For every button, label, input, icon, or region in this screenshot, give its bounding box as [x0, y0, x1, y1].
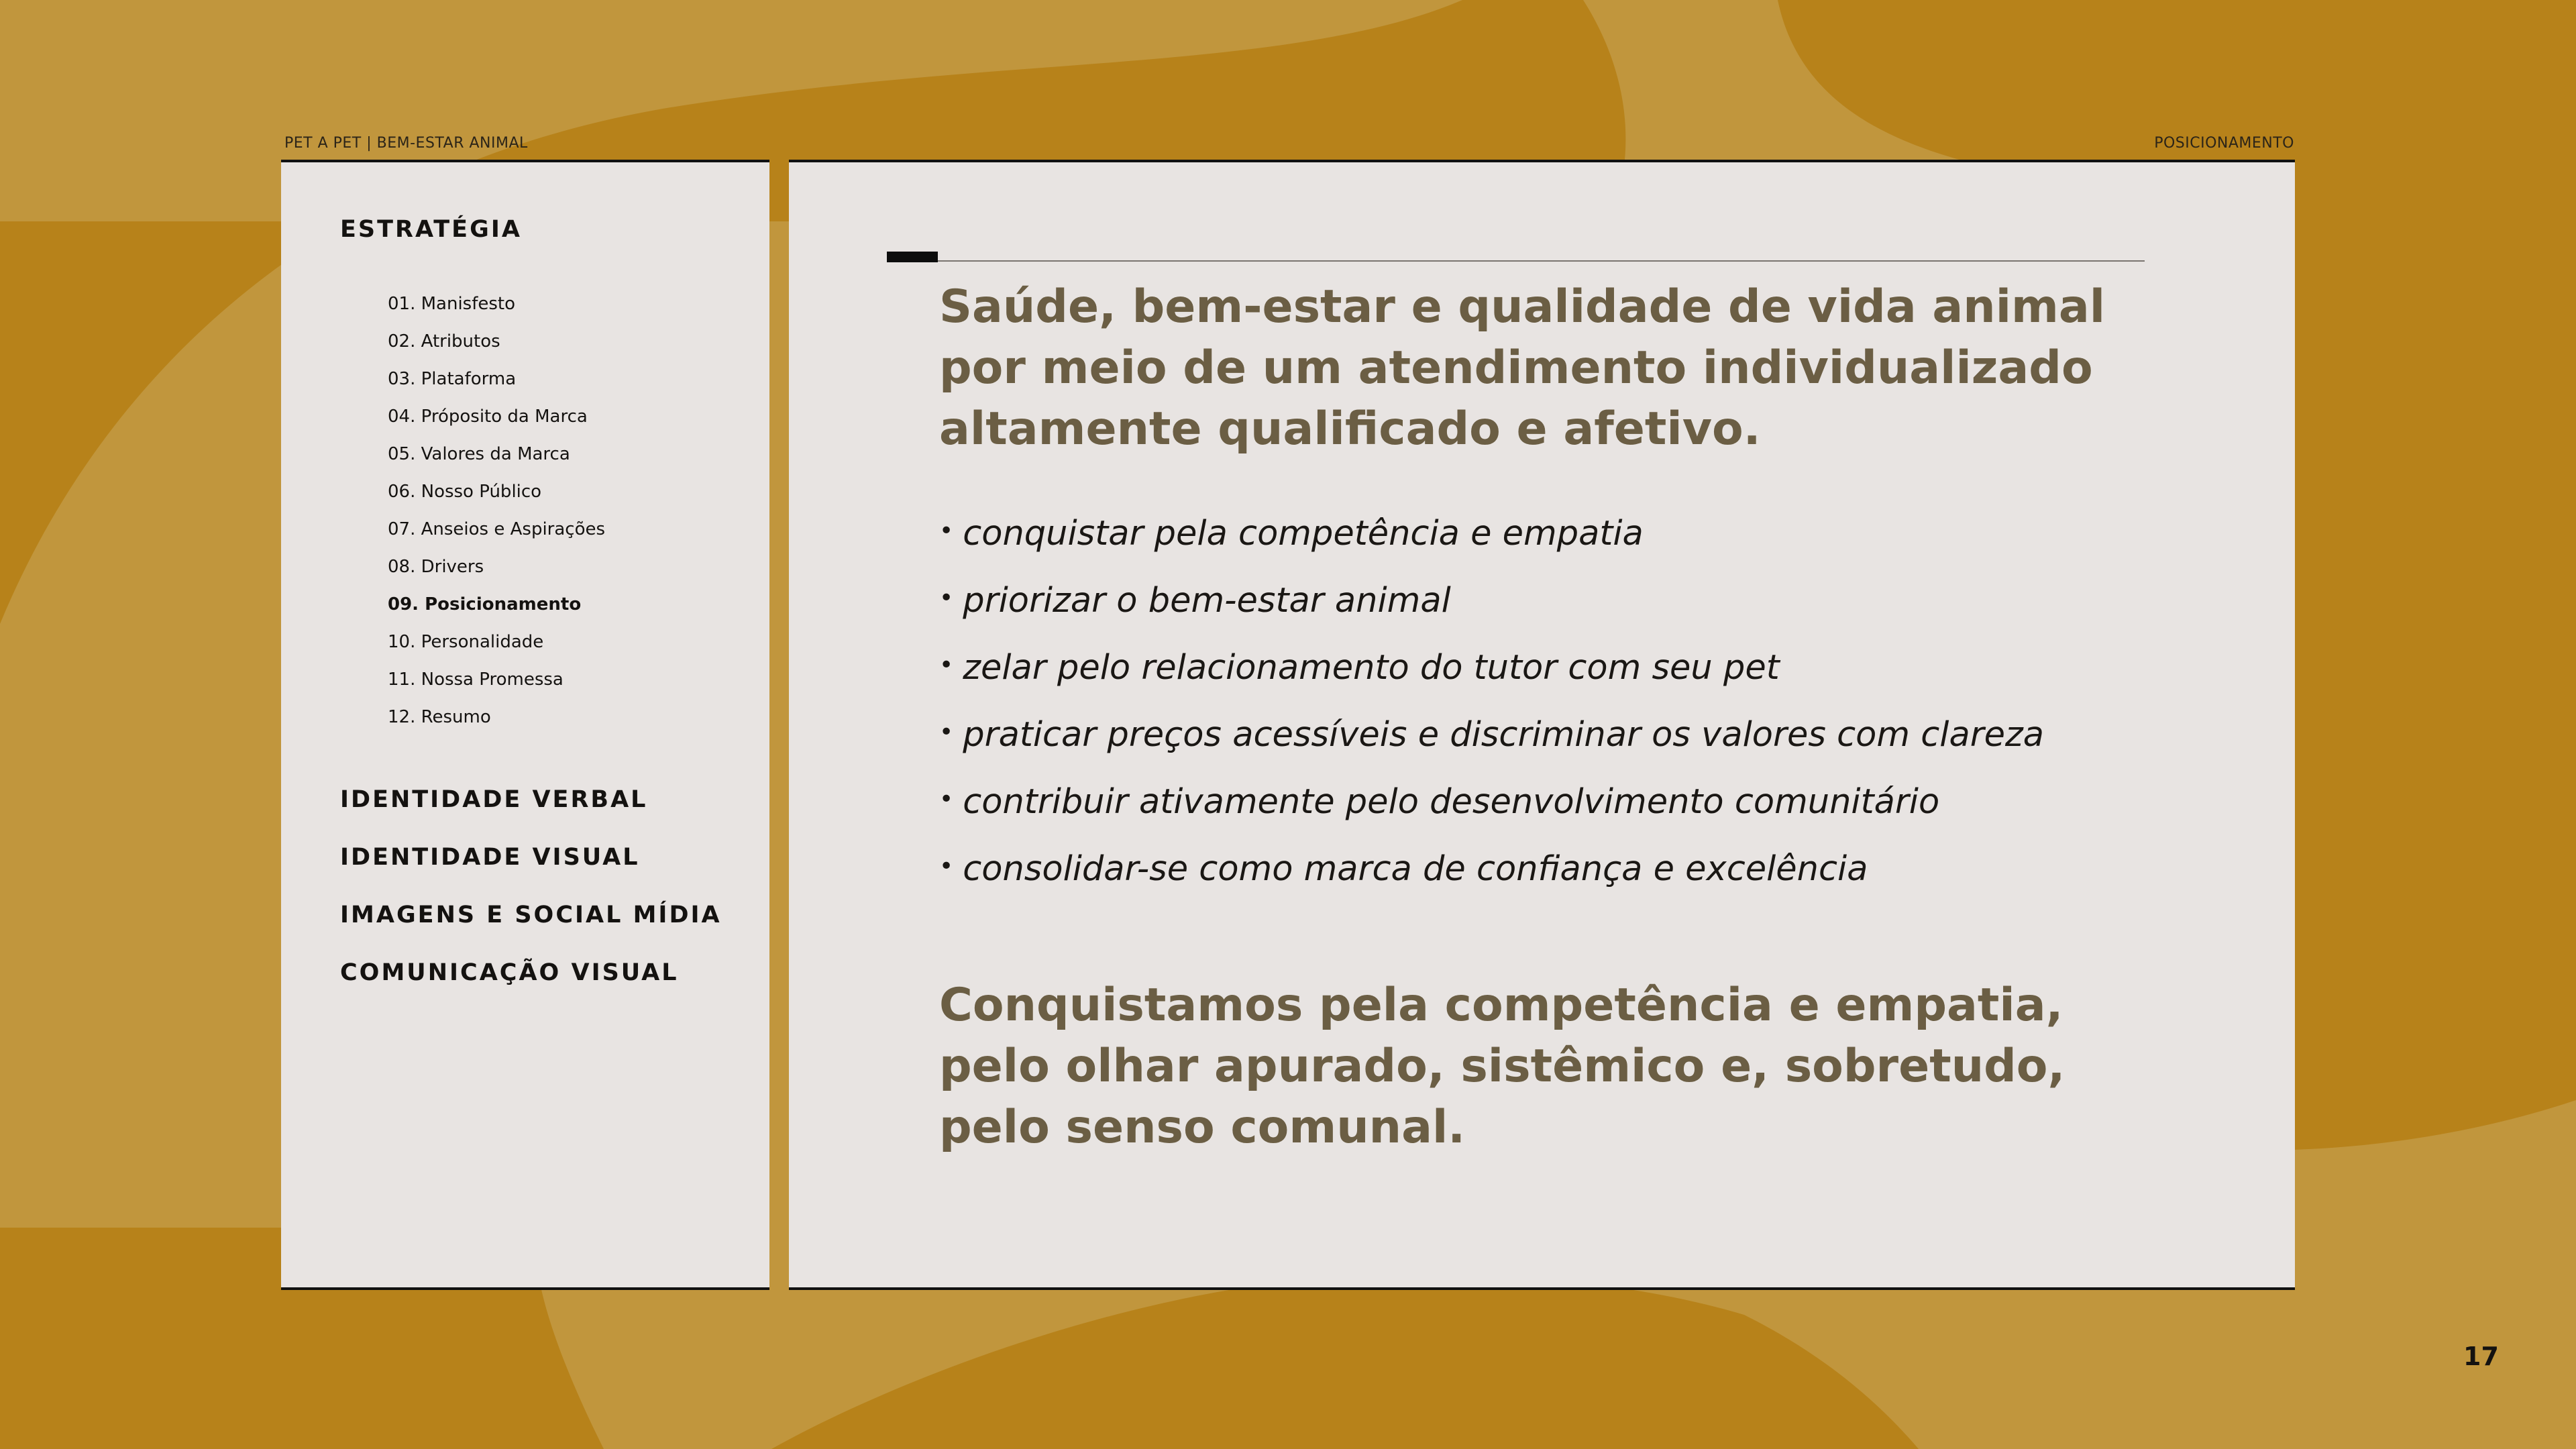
sidebar-item[interactable]: 01. Manisfesto	[388, 294, 516, 314]
positioning-headline	[939, 276, 2147, 460]
positioning-closing-statement	[939, 975, 2147, 1158]
accent-rule	[887, 260, 2145, 262]
bullet-text: priorizar o bem-estar animal	[963, 581, 1451, 621]
page-number: 17	[2463, 1342, 2499, 1371]
bullet-text: conquistar pela competência e empatia	[963, 514, 1644, 553]
headline-line: pelo senso comunal.	[939, 1101, 1466, 1154]
sidebar-item[interactable]: 02. Atributos	[388, 331, 500, 352]
sidebar-item[interactable]: 12. Resumo	[388, 707, 491, 727]
bullet-text: consolidar-se como marca de confiança e excelência	[963, 849, 1868, 889]
bullet-dot-icon: •	[939, 853, 954, 880]
nav-section-identidade-visual[interactable]: IDENTIDADE VISUAL	[340, 844, 640, 871]
headline-line: Conquistamos pela competência e empatia,	[939, 979, 2063, 1032]
sidebar-item[interactable]: 06. Nosso Público	[388, 482, 542, 502]
bullet-dot-icon: •	[939, 517, 954, 545]
bullet-dot-icon: •	[939, 718, 954, 746]
list-item	[939, 513, 2044, 580]
content-panel	[789, 160, 2295, 1290]
nav-section-identidade-verbal[interactable]: IDENTIDADE VERBAL	[340, 786, 648, 813]
bullet-dot-icon: •	[939, 786, 954, 813]
bullet-text: zelar pelo relacionamento do tutor com seu pet	[963, 648, 1780, 688]
list-item	[939, 781, 2044, 848]
sidebar-item[interactable]: 10. Personalidade	[388, 632, 544, 652]
nav-section-estrategia[interactable]: ESTRATÉGIA	[340, 216, 522, 243]
headline-line: por meio de um atendimento individualizado	[939, 341, 2093, 394]
header-left-label: PET A PET | BEM-ESTAR ANIMAL	[284, 135, 528, 152]
headline-line: altamente qualificado e afetivo.	[939, 402, 1761, 455]
nav-section-comunicacao-visual[interactable]: COMUNICAÇÃO VISUAL	[340, 959, 679, 986]
sidebar-item[interactable]: 09. Posicionamento	[388, 594, 582, 614]
bullet-text: praticar preços acessíveis e discriminar os valores com clareza	[963, 715, 2045, 755]
sidebar-item[interactable]: 05. Valores da Marca	[388, 444, 570, 464]
positioning-bullet-list	[939, 513, 2044, 915]
accent-block	[887, 252, 938, 262]
sidebar-nav-panel	[281, 160, 769, 1290]
bullet-dot-icon: •	[939, 651, 954, 679]
header-section-label: POSICIONAMENTO	[2154, 135, 2294, 152]
sidebar-item[interactable]: 11. Nossa Promessa	[388, 669, 564, 690]
sidebar-item[interactable]: 07. Anseios e Aspirações	[388, 519, 606, 539]
sidebar-item[interactable]: 08. Drivers	[388, 557, 484, 577]
bullet-dot-icon: •	[939, 584, 954, 612]
list-item	[939, 714, 2044, 781]
list-item	[939, 848, 2044, 915]
nav-strategy-list	[388, 294, 605, 745]
nav-section-imagens-social-midia[interactable]: IMAGENS E SOCIAL MÍDIA	[340, 902, 722, 928]
headline-line: Saúde, bem-estar e qualidade de vida animal	[939, 280, 2106, 333]
sidebar-item[interactable]: 04. Próposito da Marca	[388, 407, 588, 427]
headline-line: pelo olhar apurado, sistêmico e, sobretudo,	[939, 1040, 2065, 1093]
list-item	[939, 647, 2044, 714]
bullet-text: contribuir ativamente pelo desenvolvimento comunitário	[963, 782, 1940, 822]
list-item	[939, 580, 2044, 647]
sidebar-item[interactable]: 03. Plataforma	[388, 369, 517, 389]
